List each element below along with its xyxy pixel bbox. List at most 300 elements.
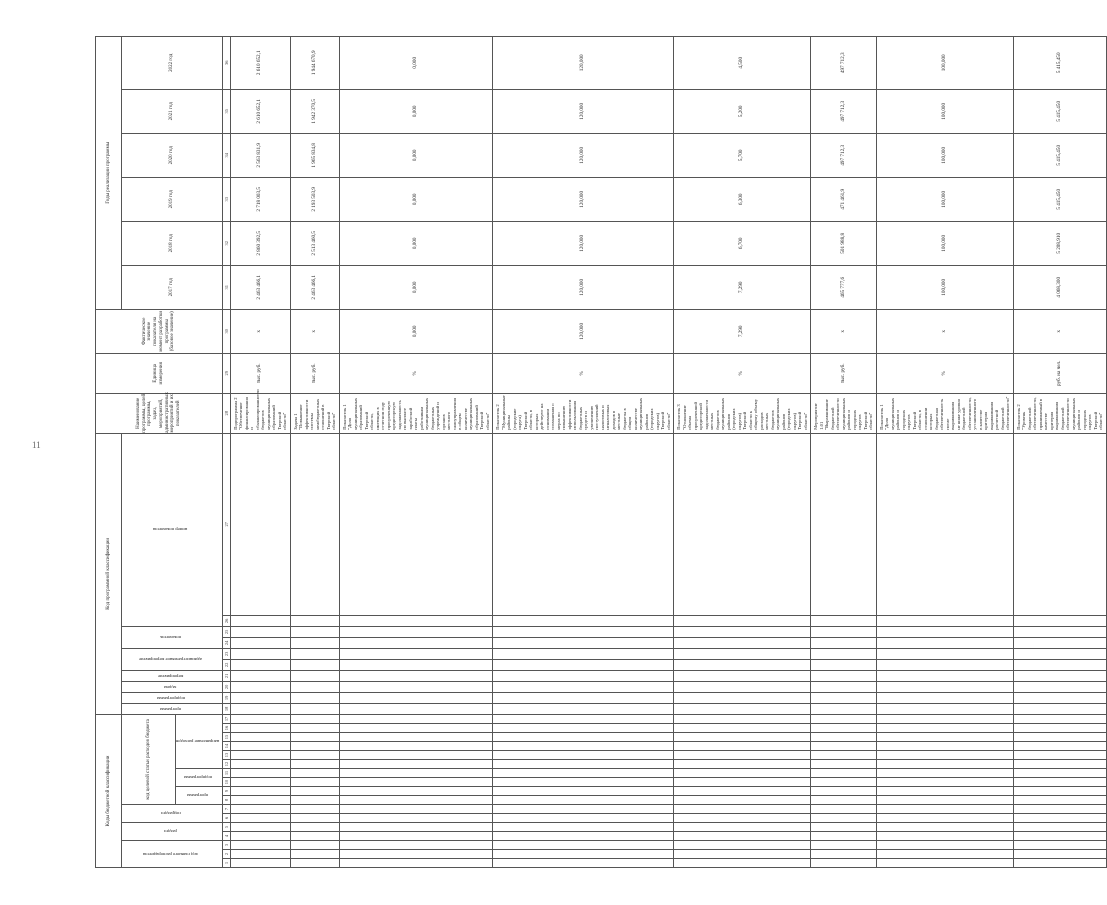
program-code-cell <box>493 703 674 714</box>
budget-code-cell <box>811 841 877 850</box>
column-number: 29 <box>222 353 230 393</box>
budget-code-cell <box>811 814 877 823</box>
program-code-cell <box>674 615 811 626</box>
row-year-value: 1 944 670,9 <box>290 36 339 89</box>
code-main-header <box>122 841 223 868</box>
program-code-cell <box>1013 670 1106 681</box>
budget-code-cell <box>674 832 811 841</box>
column-number: 17 <box>222 714 230 723</box>
budget-code-cell <box>811 733 877 742</box>
budget-code-cell <box>811 805 877 814</box>
budget-code-cell <box>674 724 811 733</box>
program-code-cell <box>290 626 339 637</box>
budget-code-cell <box>339 814 493 823</box>
budget-code-cell <box>674 778 811 787</box>
program-code-cell <box>876 681 1013 692</box>
row-year-value: 5 208,910 <box>1013 221 1106 265</box>
row-year-value: 100,000 <box>876 265 1013 309</box>
program-code-cell <box>1013 637 1106 648</box>
budget-code-cell <box>493 814 674 823</box>
column-number: 20 <box>222 681 230 692</box>
target-article-header: код целевой статьи расходов бюджета <box>122 714 176 804</box>
row-name: Показатель 1 "Доля муниципальных районов и городских округов Тверской области, в отношении которых бюджетная обеспеченность после выравнивания не ниже уровня бюджетной обеспеченности, установленного в качестве критерия выравнивания расчетной бюджетной обеспеченности" <box>876 393 1013 433</box>
budget-code-cell <box>493 832 674 841</box>
budget-code-cell <box>1013 832 1106 841</box>
budget-code-cell <box>876 742 1013 751</box>
budget-code-cell <box>290 796 339 805</box>
program-code-cell <box>674 692 811 703</box>
program-code-cell <box>290 681 339 692</box>
table-row <box>811 36 877 867</box>
column-number: 28 <box>222 393 230 433</box>
row-year-value: 1 965 834,8 <box>290 133 339 177</box>
budget-code-cell <box>290 823 339 832</box>
budget-code-cell <box>674 742 811 751</box>
program-code-cell <box>493 648 674 659</box>
program-code-cell <box>493 692 674 703</box>
row-year-value: 0,000 <box>339 36 493 89</box>
prog-col-subprogram <box>122 692 223 703</box>
budget-code-cell <box>876 751 1013 760</box>
budget-code-cell <box>1013 733 1106 742</box>
column-number: 11 <box>222 769 230 778</box>
program-code-cell <box>1013 433 1106 615</box>
column-number: 6 <box>222 814 230 823</box>
row-fact-value: 0,000 <box>339 309 493 353</box>
program-code-cell <box>339 648 493 659</box>
row-year-value: 497 712,3 <box>811 36 877 89</box>
row-year-value: 120,000 <box>493 177 674 221</box>
budget-code-cell <box>876 850 1013 859</box>
budget-code-cell <box>876 796 1013 805</box>
year-2020-header: 2020 год <box>122 133 223 177</box>
column-number: 16 <box>222 724 230 733</box>
column-number: 5 <box>222 823 230 832</box>
budget-code-cell <box>876 724 1013 733</box>
program-code-cell <box>339 637 493 648</box>
page-number: 11 <box>32 440 41 450</box>
code-sub-subprogram <box>176 769 223 787</box>
budget-code-cell <box>339 832 493 841</box>
budget-code-cell <box>811 742 877 751</box>
row-fact-value: х <box>290 309 339 353</box>
budget-code-cell <box>339 714 493 723</box>
column-number: 7 <box>222 805 230 814</box>
budget-code-cell <box>230 769 290 778</box>
row-name: Подпрограмма 2 "Обеспечение финансирования и сбалансированности бюджетов муниципальных образований Тверской области" <box>230 393 290 433</box>
program-code-cell <box>811 433 877 615</box>
column-number: 2 <box>222 850 230 859</box>
budget-code-cell <box>674 814 811 823</box>
row-year-value: 2 463 466,1 <box>290 265 339 309</box>
program-code-cell <box>1013 692 1106 703</box>
program-code-cell <box>674 626 811 637</box>
prog-col-admin <box>122 648 223 670</box>
row-year-value: 0,000 <box>339 133 493 177</box>
budget-code-cell <box>493 805 674 814</box>
program-code-cell <box>876 637 1013 648</box>
prog-col-program-label: программа <box>160 706 182 712</box>
column-number: 14 <box>222 742 230 751</box>
program-code-cell <box>493 626 674 637</box>
budget-code-cell <box>290 760 339 769</box>
code-sub-direction <box>176 714 223 768</box>
column-number: 35 <box>222 89 230 133</box>
code-main-label: код главного распорядителя <box>143 851 198 857</box>
row-year-value: 471 461,9 <box>811 177 877 221</box>
program-code-cell <box>674 648 811 659</box>
column-number: 10 <box>222 778 230 787</box>
row-year-value: 2 563 831,9 <box>230 133 290 177</box>
budget-code-cell <box>1013 714 1106 723</box>
budget-code-cell <box>876 769 1013 778</box>
budget-code-cell <box>811 832 877 841</box>
row-unit: % <box>339 353 493 393</box>
budget-code-cell <box>339 733 493 742</box>
row-year-value: 2 610 652,1 <box>230 89 290 133</box>
budget-code-cell <box>876 814 1013 823</box>
row-year-value: 120,000 <box>493 221 674 265</box>
column-number: 22 <box>222 659 230 670</box>
column-number: 36 <box>222 36 230 89</box>
row-fact-value: х <box>230 309 290 353</box>
budget-code-cell <box>876 841 1013 850</box>
budget-code-cell <box>876 832 1013 841</box>
prog-col-indicator <box>122 626 223 648</box>
budget-code-cell <box>230 751 290 760</box>
row-unit: руб. на чел. <box>1013 353 1106 393</box>
program-code-cell <box>230 615 290 626</box>
row-year-value: 6,700 <box>674 221 811 265</box>
row-year-value: 2 463 466,1 <box>230 265 290 309</box>
prog-col-task-label: задача <box>164 684 177 690</box>
budget-code-cell <box>876 760 1013 769</box>
row-name: Задача 1 "Повышение эффективности системы межбюджетных отношений в Тверской области" <box>290 393 339 433</box>
budget-code-cell <box>674 769 811 778</box>
prog-col-program <box>122 703 223 714</box>
row-year-value: 5 415,450 <box>1013 89 1106 133</box>
row-unit: тыс. руб. <box>230 353 290 393</box>
budget-code-cell <box>1013 751 1106 760</box>
budget-code-cell <box>674 805 811 814</box>
row-unit: % <box>876 353 1013 393</box>
row-year-value: 0,000 <box>339 265 493 309</box>
row-year-value: 4,500 <box>674 36 811 89</box>
years-group-header: Годы реализации программы <box>96 36 122 309</box>
rotated-table-sheet <box>95 40 1104 868</box>
row-year-value: 2 718 003,5 <box>230 177 290 221</box>
program-code-cell <box>290 615 339 626</box>
budget-code-cell <box>230 859 290 868</box>
fact-column-header: Фактическое значение показателя на момент разработки программы (базовое значение) <box>96 309 223 353</box>
budget-code-cell <box>493 823 674 832</box>
row-name: Показатель 3 "Отношение объема просроченной кредиторской задолженности местных бюджетов муниципальных районов (городских округов) Тверской области к общему объему расходов местных бюджетов муниципальных районов (городских округов) Тверской области" <box>674 393 811 433</box>
budget-code-cell <box>876 714 1013 723</box>
row-year-value: 465 777,6 <box>811 265 877 309</box>
column-number-row <box>222 36 230 867</box>
program-code-cell <box>290 648 339 659</box>
program-code-cell <box>493 433 674 615</box>
column-number: 32 <box>222 221 230 265</box>
row-year-value: 2 513 460,5 <box>290 221 339 265</box>
program-code-cell <box>674 703 811 714</box>
row-unit: % <box>493 353 674 393</box>
program-code-cell <box>230 433 290 615</box>
program-code-cell <box>290 659 339 670</box>
program-code-cell <box>811 659 877 670</box>
row-year-value: 120,000 <box>493 133 674 177</box>
budget-code-cell <box>1013 805 1106 814</box>
budget-code-cell <box>290 742 339 751</box>
budget-code-cell <box>876 787 1013 796</box>
column-number: 30 <box>222 309 230 353</box>
budget-code-cell <box>674 787 811 796</box>
column-number: 27 <box>222 433 230 615</box>
program-code-group-header: Код программной классификации <box>96 433 122 714</box>
budget-code-cell <box>811 787 877 796</box>
budget-code-cell <box>1013 724 1106 733</box>
budget-code-cell <box>674 760 811 769</box>
budget-code-cell <box>811 796 877 805</box>
budget-code-cell <box>230 832 290 841</box>
column-number: 12 <box>222 760 230 769</box>
budget-code-cell <box>811 714 877 723</box>
program-code-cell <box>811 615 877 626</box>
budget-code-cell <box>290 724 339 733</box>
program-code-cell <box>339 659 493 670</box>
row-year-value: 100,000 <box>876 36 1013 89</box>
budget-code-cell <box>493 714 674 723</box>
program-code-cell <box>230 648 290 659</box>
budget-code-cell <box>230 850 290 859</box>
budget-code-cell <box>1013 787 1106 796</box>
budget-code-cell <box>339 769 493 778</box>
budget-code-cell <box>230 733 290 742</box>
program-code-cell <box>230 692 290 703</box>
budget-code-cell <box>876 805 1013 814</box>
program-code-cell <box>876 433 1013 615</box>
column-number: 3 <box>222 841 230 850</box>
subsection-label: подраздел <box>160 811 181 817</box>
prog-col-indicator-label: показатель <box>160 635 182 641</box>
budget-code-cell <box>339 805 493 814</box>
code-sub-program <box>176 787 223 805</box>
table-row <box>339 36 493 867</box>
budget-code-cell <box>339 751 493 760</box>
budget-code-cell <box>339 859 493 868</box>
column-number: 19 <box>222 692 230 703</box>
budget-code-cell <box>1013 814 1106 823</box>
row-year-value: 5 415,450 <box>1013 177 1106 221</box>
budget-code-cell <box>674 796 811 805</box>
program-code-cell <box>339 703 493 714</box>
budget-code-cell <box>493 733 674 742</box>
program-code-cell <box>230 659 290 670</box>
program-code-cell <box>230 637 290 648</box>
budget-code-cell <box>1013 742 1106 751</box>
budget-code-cell <box>493 778 674 787</box>
row-year-value: 100,000 <box>876 133 1013 177</box>
program-code-cell <box>1013 648 1106 659</box>
row-year-value: 120,000 <box>493 36 674 89</box>
table-row <box>230 36 290 867</box>
budget-code-cell <box>230 742 290 751</box>
column-number: 13 <box>222 751 230 760</box>
budget-code-cell <box>493 724 674 733</box>
program-indicators-table <box>95 36 1107 868</box>
program-code-cell <box>493 615 674 626</box>
program-code-cell <box>674 681 811 692</box>
budget-code-cell <box>674 733 811 742</box>
budget-code-cell <box>230 760 290 769</box>
prog-col-task <box>122 681 223 692</box>
budget-code-cell <box>339 823 493 832</box>
program-code-cell <box>876 615 1013 626</box>
budget-code-cell <box>290 787 339 796</box>
program-code-cell <box>290 703 339 714</box>
budget-code-cell <box>230 787 290 796</box>
program-code-cell <box>811 670 877 681</box>
year-2021-header: 2021 год <box>122 89 223 133</box>
program-code-cell <box>1013 615 1106 626</box>
unit-column-header: Единица измерения <box>96 353 223 393</box>
budget-code-cell <box>339 796 493 805</box>
program-code-cell <box>1013 626 1106 637</box>
budget-code-cell <box>230 714 290 723</box>
prog-col-indicator-number <box>122 433 223 626</box>
program-code-cell <box>674 433 811 615</box>
table-row <box>674 36 811 867</box>
budget-code-cell <box>811 724 877 733</box>
row-year-value: 5,700 <box>674 133 811 177</box>
row-name: Мероприятие 1.01 "Выравнивание бюджетной обеспеченности муниципальных районов и городских округов Тверской области" <box>811 393 877 433</box>
year-2017-header: 2017 год <box>122 265 223 309</box>
budget-code-cell <box>290 769 339 778</box>
program-code-cell <box>811 692 877 703</box>
column-number: 18 <box>222 703 230 714</box>
budget-code-cell <box>1013 823 1106 832</box>
budget-code-cell <box>811 769 877 778</box>
section-label: раздел <box>164 829 177 835</box>
row-year-value: 0,000 <box>339 221 493 265</box>
subsection-header <box>122 805 223 823</box>
program-code-cell <box>339 433 493 615</box>
row-fact-value: 7,290 <box>674 309 811 353</box>
row-unit: тыс. руб. <box>811 353 877 393</box>
row-fact-value: 120,000 <box>493 309 674 353</box>
code-sub-direction-label: направление расходов <box>176 739 220 745</box>
budget-code-cell <box>339 778 493 787</box>
section-header <box>122 823 223 841</box>
budget-code-cell <box>493 751 674 760</box>
row-fact-value: х <box>811 309 877 353</box>
table-row <box>876 36 1013 867</box>
code-group-header: Коды бюджетной классификации <box>96 714 122 867</box>
budget-code-cell <box>674 850 811 859</box>
row-year-value: 100,000 <box>876 221 1013 265</box>
row-year-value: 5 415,450 <box>1013 36 1106 89</box>
program-code-cell <box>876 703 1013 714</box>
year-2019-header: 2019 год <box>122 177 223 221</box>
program-code-cell <box>1013 703 1106 714</box>
row-year-value: 2 610 652,1 <box>230 36 290 89</box>
column-number: 31 <box>222 265 230 309</box>
table-body <box>230 36 1106 867</box>
budget-code-cell <box>876 733 1013 742</box>
budget-code-cell <box>876 778 1013 787</box>
program-code-cell <box>290 433 339 615</box>
column-number: 24 <box>222 637 230 648</box>
budget-code-cell <box>1013 760 1106 769</box>
program-code-cell <box>1013 659 1106 670</box>
row-year-value: 1 942 370,5 <box>290 89 339 133</box>
budget-code-cell <box>876 823 1013 832</box>
budget-code-cell <box>811 823 877 832</box>
table-row <box>493 36 674 867</box>
program-code-cell <box>230 626 290 637</box>
program-code-cell <box>230 670 290 681</box>
prog-col-admin-label: административное мероприятие <box>139 657 203 663</box>
budget-code-cell <box>811 751 877 760</box>
budget-code-cell <box>493 841 674 850</box>
row-year-value: 2 193 503,9 <box>290 177 339 221</box>
program-code-cell <box>493 681 674 692</box>
program-code-cell <box>674 670 811 681</box>
program-code-cell <box>674 659 811 670</box>
year-2022-header: 2022 год <box>122 36 223 89</box>
column-number: 23 <box>222 648 230 659</box>
budget-code-cell <box>339 760 493 769</box>
prog-col-subprogram-label: подпрограмма <box>156 695 185 701</box>
row-year-value: 5 415,450 <box>1013 133 1106 177</box>
program-code-cell <box>230 703 290 714</box>
budget-code-cell <box>1013 850 1106 859</box>
row-year-value: 5,200 <box>674 89 811 133</box>
budget-code-cell <box>230 805 290 814</box>
row-year-value: 2 860 392,5 <box>230 221 290 265</box>
column-number: 34 <box>222 133 230 177</box>
budget-code-cell <box>230 823 290 832</box>
column-number: 8 <box>222 796 230 805</box>
row-name: Показатель 2 "Муниципальные районы (городские округа) Тверской области, в которых действуют на основании соглашения о мерах по повышению эффективности использования бюджетных средств и увеличению поступлений налоговых и неналоговых доходов в местные бюджеты в общем количестве муниципальных районов (городских округов) Тверской области" <box>493 393 674 433</box>
program-code-cell <box>674 637 811 648</box>
row-year-value: 120,000 <box>493 265 674 309</box>
row-year-value: 100,000 <box>876 177 1013 221</box>
row-year-value: 497 712,3 <box>811 89 877 133</box>
budget-code-cell <box>290 832 339 841</box>
column-number: 25 <box>222 626 230 637</box>
row-year-value: 0,000 <box>339 177 493 221</box>
budget-code-cell <box>230 724 290 733</box>
column-number: 33 <box>222 177 230 221</box>
table-row <box>1013 36 1106 867</box>
budget-code-cell <box>493 796 674 805</box>
budget-code-cell <box>230 814 290 823</box>
budget-code-cell <box>493 859 674 868</box>
budget-code-cell <box>230 841 290 850</box>
budget-code-cell <box>339 841 493 850</box>
row-name: Показатель 1 "Доля муниципальных образований Тверской области, имеющих в отчетном году просроченную кредиторскую задолженность по выплате заработной платы работникам муниципальных бюджетных учреждений и органов местного самоуправления в общем количестве муниципальных образований Тверской области" <box>339 393 493 433</box>
program-code-cell <box>811 637 877 648</box>
budget-code-cell <box>1013 796 1106 805</box>
program-code-cell <box>811 681 877 692</box>
row-year-value: 100,000 <box>876 89 1013 133</box>
year-2018-header: 2018 год <box>122 221 223 265</box>
program-code-cell <box>230 681 290 692</box>
program-code-cell <box>811 626 877 637</box>
program-code-cell <box>339 681 493 692</box>
program-code-cell <box>290 692 339 703</box>
